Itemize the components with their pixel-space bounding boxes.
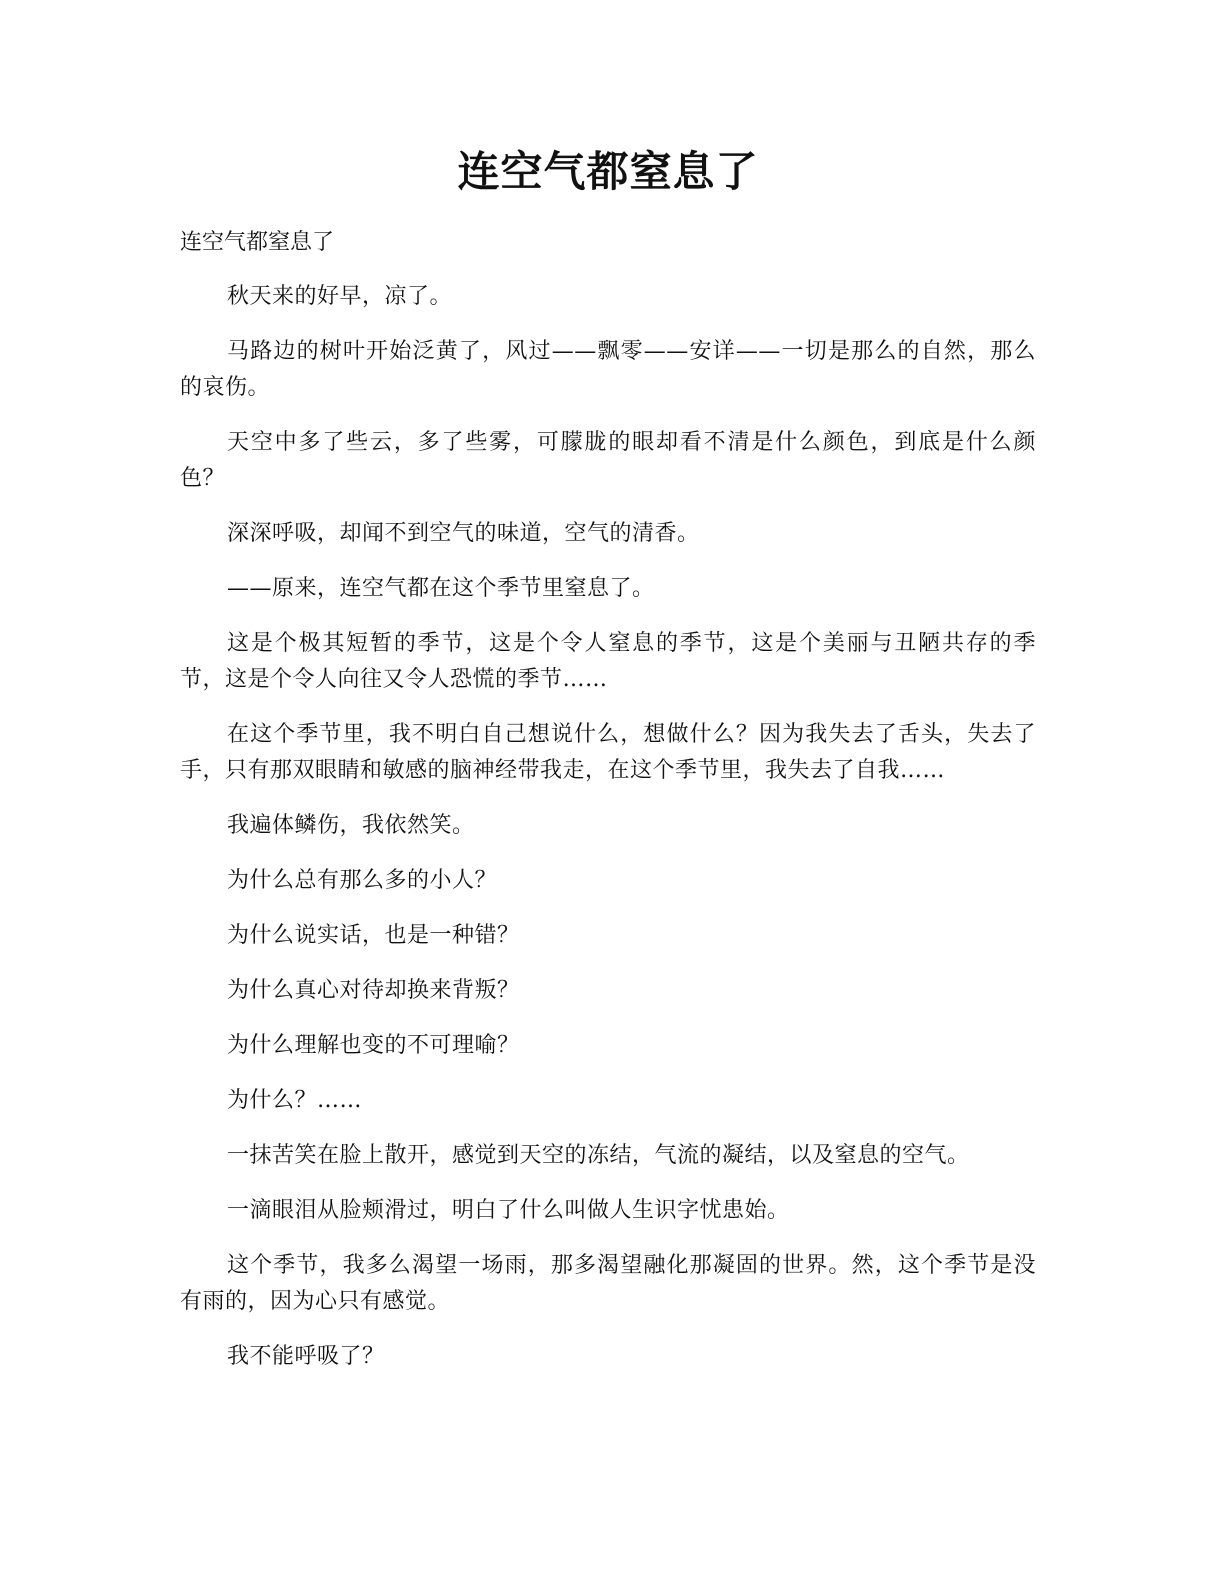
paragraph: 深深呼吸，却闻不到空气的味道，空气的清香。: [227, 521, 700, 546]
paragraph: 在这个季节里，我不明白自己想说什么，想做什么？因为我失去了舌头，失去了手，只有那双眼睛和敏感的脑神经带我走，在这个季节里，我失去了自我……: [180, 722, 1036, 783]
paragraph: 这是个极其短暂的季节，这是个令人窒息的季节，这是个美丽与丑陋共存的季节，这是个令人向往又令人恐慌的季节……: [180, 631, 1036, 692]
paragraph: 为什么真心对待却换来背叛？: [227, 978, 520, 1003]
paragraph: 为什么说实话，也是一种错？: [227, 923, 520, 948]
document-body: [180, 279, 1036, 1375]
paragraph: 秋天来的好早，凉了。: [227, 284, 453, 309]
document-title: 连空气都窒息了: [457, 147, 759, 196]
paragraph: 为什么总有那么多的小人？: [227, 868, 498, 893]
paragraph: 天空中多了些云，多了些雾，可朦胧的眼却看不清是什么颜色，到底是什么颜色？: [180, 430, 1036, 491]
paragraph: 这个季节，我多么渴望一场雨，那多渴望融化那凝固的世界。然，这个季节是没有雨的，因为心只有感觉。: [180, 1253, 1036, 1314]
paragraph: 一抹苦笑在脸上散开，感觉到天空的冻结，气流的凝结，以及窒息的空气。: [227, 1143, 970, 1168]
document-subtitle: 连空气都窒息了: [180, 230, 335, 255]
paragraph: 为什么理解也变的不可理喻？: [227, 1033, 520, 1058]
paragraph: 为什么？……: [227, 1088, 363, 1113]
paragraph: 我不能呼吸了？: [227, 1344, 385, 1369]
paragraph: 马路边的树叶开始泛黄了，风过——飘零——安详——一切是那么的自然，那么的哀伤。: [180, 339, 1036, 400]
paragraph: 一滴眼泪从脸颊滑过，明白了什么叫做人生识字忧患始。: [227, 1198, 790, 1223]
paragraph: ——原来，连空气都在这个季节里窒息了。: [227, 576, 655, 601]
paragraph: 我遍体鳞伤，我依然笑。: [227, 813, 475, 838]
document-page: [180, 140, 1036, 1375]
